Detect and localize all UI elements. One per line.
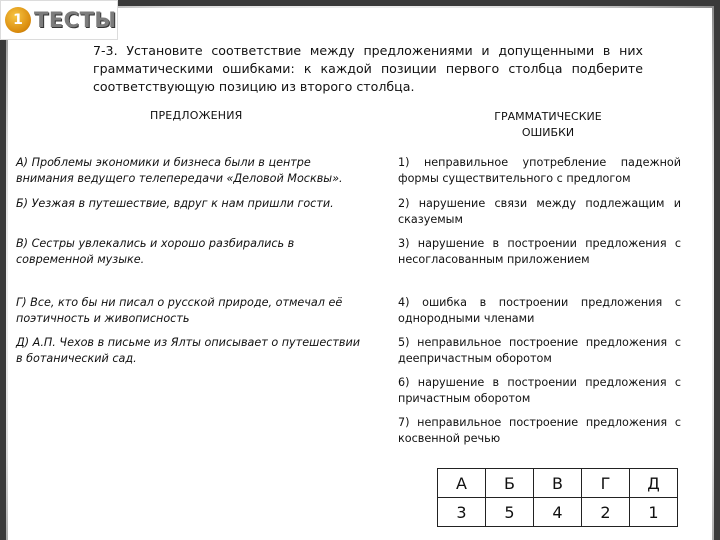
- column-header-sentences: ПРЕДЛОЖЕНИЯ: [150, 109, 243, 122]
- tests-logo: [0, 0, 118, 40]
- answer-number: 1: [630, 498, 678, 527]
- answer-number: 4: [534, 498, 582, 527]
- logo-text: ТЕСТЫ: [34, 8, 117, 32]
- answer-letter: Г: [582, 469, 630, 498]
- answer-letter: В: [534, 469, 582, 498]
- error-option-4: 4) ошибка в построении предложения с однородными членами: [398, 296, 681, 325]
- error-option-3: 3) нарушение в построении предложения с несогласованным приложением: [398, 237, 681, 266]
- answer-letters-row: [438, 469, 678, 498]
- column-header-errors-line2: ОШИБКИ: [521, 126, 575, 139]
- error-option-5: 5) неправильное построение предложения с деепричастным оборотом: [398, 336, 681, 365]
- column-header-errors: [468, 109, 628, 141]
- task-statement: 7-3. Установите соответствие между предложениями и допущенными в них грамматическими ошибками: к каждой позиции первого столбца подберите соответствующую позицию из второго столбца.: [93, 43, 643, 94]
- answer-letter: Б: [486, 469, 534, 498]
- answer-numbers-row: [438, 498, 678, 527]
- answer-letter: Д: [630, 469, 678, 498]
- answer-table: [437, 468, 678, 527]
- error-option-2: 2) нарушение связи между подлежащим и сказуемым: [398, 197, 681, 226]
- answer-letter: А: [438, 469, 486, 498]
- sentence-d: Д) А.П. Чехов в письме из Ялты описывает о путешествии в ботанический сад.: [16, 336, 361, 365]
- logo-badge-icon: 1: [5, 7, 31, 33]
- column-header-errors-line1: ГРАММАТИЧЕСКИЕ: [494, 110, 602, 123]
- sentence-b: Б) Уезжая в путешествие, вдруг к нам пришли гости.: [16, 197, 334, 210]
- error-option-7: 7) неправильное построение предложения с косвенной речью: [398, 416, 681, 445]
- error-option-1: 1) неправильное употребление падежной формы существительного с предлогом: [398, 156, 681, 185]
- error-option-6: 6) нарушение в построении предложения с причастным оборотом: [398, 376, 681, 405]
- answer-number: 3: [438, 498, 486, 527]
- sentence-g: Г) Все, кто бы ни писал о русской природе, отмечал её поэтичность и живописность: [16, 296, 343, 325]
- answer-number: 2: [582, 498, 630, 527]
- sentence-a: А) Проблемы экономики и бизнеса были в центре внимания ведущего телепередачи «Деловой Москвы».: [16, 156, 343, 185]
- answer-number: 5: [486, 498, 534, 527]
- sentence-v: В) Сестры увлекались и хорошо разбирались в современной музыке.: [16, 237, 295, 266]
